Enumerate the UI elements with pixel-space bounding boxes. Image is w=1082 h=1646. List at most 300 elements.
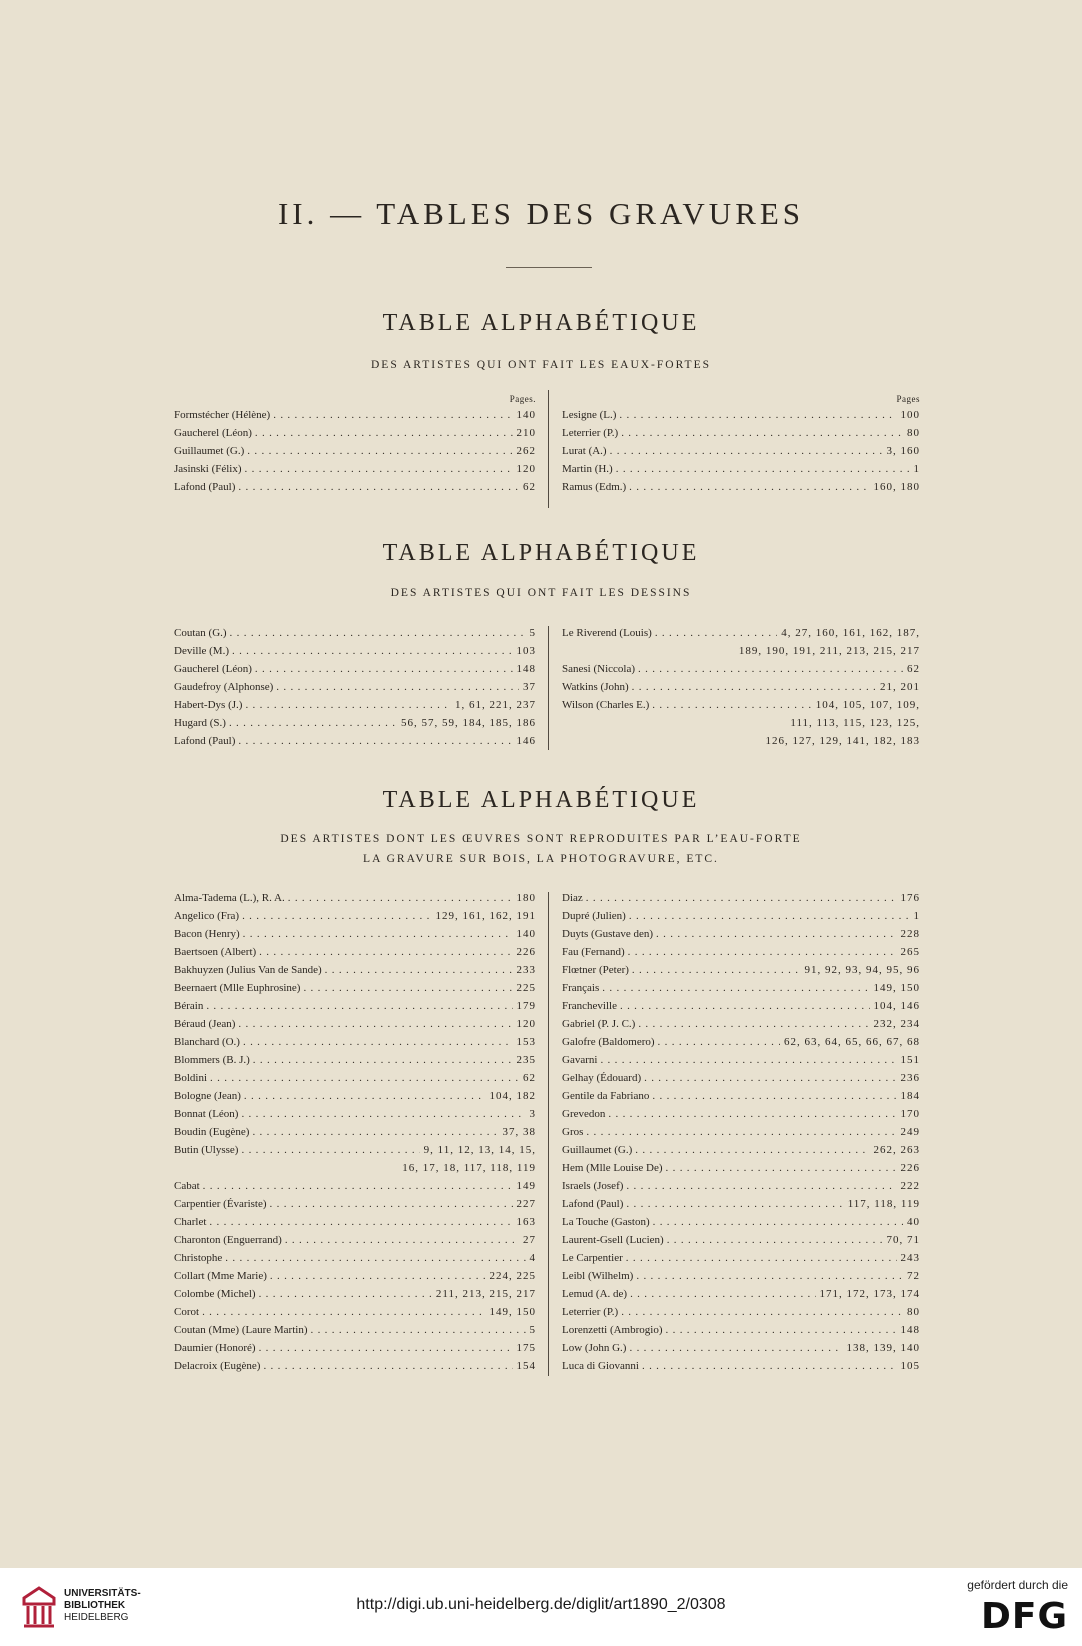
dot-leader: [626, 478, 869, 496]
index-entry: [562, 1213, 920, 1231]
dot-leader: [252, 424, 513, 442]
artist-name: Gaucherel (Léon): [174, 427, 252, 439]
dot-leader: [625, 943, 897, 961]
dfg-logo: DFG: [980, 1596, 1068, 1637]
artist-name: Laurent-Gsell (Lucien): [562, 1234, 664, 1246]
index-entry: [562, 1303, 920, 1321]
artist-name: Formstécher (Hélène): [174, 409, 271, 421]
page-numbers: 249: [900, 1126, 920, 1138]
pages-header: Pages.: [509, 394, 536, 404]
page-numbers: 120: [516, 463, 536, 475]
index-entry: [174, 979, 536, 997]
dot-leader: [663, 1321, 897, 1339]
dot-leader: [200, 1177, 513, 1195]
dot-leader: [252, 660, 513, 678]
artist-name: Watkins (John): [562, 681, 629, 693]
page-numbers: 228: [900, 928, 920, 940]
artist-name: Bologne (Jean): [174, 1090, 241, 1102]
index-entry: [562, 1339, 920, 1357]
library-name-line2: BIBLIOTHEK: [64, 1600, 126, 1611]
page-numbers: 104, 105, 107, 109,: [815, 699, 920, 711]
dot-leader: [199, 1303, 485, 1321]
page-numbers: 62: [523, 481, 536, 493]
page-numbers-continued: 126, 127, 129, 141, 182, 183: [765, 735, 920, 747]
index-entry: [174, 1357, 536, 1375]
artist-name: Gros: [562, 1126, 584, 1138]
artist-name: Blommers (B. J.): [174, 1054, 250, 1066]
page-numbers: 226: [516, 946, 536, 958]
dot-leader: [626, 1339, 842, 1357]
section-1-right-column: [562, 392, 920, 496]
page-numbers: 176: [900, 892, 920, 904]
index-entry: [174, 1285, 536, 1303]
section-3-title: TABLE ALPHABÉTIQUE: [382, 787, 700, 813]
index-entry: [174, 406, 536, 424]
artist-name: Ramus (Edm.): [562, 481, 627, 493]
index-entry: [562, 925, 920, 943]
dot-leader: [583, 889, 897, 907]
dot-leader: [664, 1231, 883, 1249]
artist-name: Leterrier (P.): [562, 1306, 619, 1318]
artist-name: Duyts (Gustave den): [562, 928, 654, 940]
dot-leader: [273, 678, 519, 696]
index-entry: [562, 1231, 920, 1249]
page-numbers: 5: [529, 1324, 536, 1336]
page-numbers: 27: [523, 1234, 536, 1246]
dot-leader: [618, 424, 903, 442]
section-2-right-column: [562, 624, 920, 750]
page-numbers: 21, 201: [880, 681, 920, 693]
dot-leader: [641, 1069, 896, 1087]
index-entry: [174, 907, 536, 925]
page-numbers-continued: 16, 17, 18, 117, 118, 119: [402, 1162, 536, 1174]
index-entry: [562, 1195, 920, 1213]
dot-leader: [650, 1213, 903, 1231]
artist-name: Habert-Dys (J.): [174, 699, 243, 711]
index-entry: [174, 1141, 536, 1159]
artist-name: Dupré (Julien): [562, 910, 626, 922]
dot-leader: [242, 696, 451, 714]
artist-name: Bérain: [174, 1000, 204, 1012]
dot-leader: [627, 1285, 815, 1303]
artist-name: Galofre (Baldomero): [562, 1036, 655, 1048]
dot-leader: [655, 1033, 780, 1051]
index-entry: [174, 1159, 536, 1177]
artist-name: Charonton (Enguerrand): [174, 1234, 282, 1246]
page-numbers: 140: [516, 928, 536, 940]
page-numbers: 70, 71: [886, 1234, 920, 1246]
index-entry: [174, 1339, 536, 1357]
index-entry: [562, 1159, 920, 1177]
artist-name: Lafond (Paul): [174, 481, 236, 493]
column-divider: [548, 892, 549, 1376]
artist-name: Leterrier (P.): [562, 427, 619, 439]
dot-leader: [242, 460, 513, 478]
page-numbers: 222: [900, 1180, 920, 1192]
dot-leader: [285, 889, 513, 907]
index-entry: [562, 478, 920, 496]
dot-leader: [241, 1087, 486, 1105]
dot-leader: [322, 961, 513, 979]
page-numbers: 148: [516, 663, 536, 675]
page-numbers: 236: [900, 1072, 920, 1084]
page-numbers: 100: [900, 409, 920, 421]
index-entry: [174, 424, 536, 442]
page-numbers: 184: [900, 1090, 920, 1102]
title-rule: [506, 267, 592, 268]
artist-name: Gaudefroy (Alphonse): [174, 681, 274, 693]
page-numbers: 129, 161, 162, 191: [435, 910, 536, 922]
dot-leader: [617, 997, 870, 1015]
artist-name: Blanchard (O.): [174, 1036, 240, 1048]
dot-leader: [623, 1249, 897, 1267]
pages-header: Pages: [896, 394, 920, 404]
page-numbers: 37: [523, 681, 536, 693]
index-entry: [562, 1087, 920, 1105]
artist-name: Leibl (Wilhelm): [562, 1270, 634, 1282]
dot-leader: [222, 1249, 525, 1267]
dot-leader: [607, 442, 883, 460]
index-entry: [174, 1051, 536, 1069]
page-numbers-continued: 189, 190, 191, 211, 213, 215, 217: [738, 645, 920, 657]
index-entry: [174, 714, 536, 732]
artist-name: Beernaert (Mlle Euphrosine): [174, 982, 301, 994]
artist-name: Boudin (Eugène): [174, 1126, 250, 1138]
page-numbers: 103: [516, 645, 536, 657]
dot-leader: [260, 1357, 512, 1375]
index-entry: [174, 696, 536, 714]
index-entry: [562, 406, 920, 424]
dot-leader: [635, 660, 903, 678]
page-numbers: 138, 139, 140: [846, 1342, 920, 1354]
artist-name: Fau (Fernand): [562, 946, 625, 958]
index-entry: [562, 1051, 920, 1069]
index-entry: [174, 1267, 536, 1285]
index-entry: [174, 1015, 536, 1033]
dot-leader: [623, 1195, 843, 1213]
page-numbers: 160, 180: [873, 481, 920, 493]
page-numbers: 179: [516, 1000, 536, 1012]
index-entry: [174, 961, 536, 979]
library-name-line3: HEIDELBERG: [64, 1612, 129, 1623]
page-numbers: 149: [516, 1180, 536, 1192]
page-numbers: 171, 172, 173, 174: [819, 1288, 920, 1300]
page-numbers: 149, 150: [873, 982, 920, 994]
dot-leader: [239, 907, 431, 925]
artist-name: Wilson (Charles E.): [562, 699, 650, 711]
index-entry: [174, 1195, 536, 1213]
page-numbers: 232, 234: [873, 1018, 920, 1030]
artist-name: Lesigne (L.): [562, 409, 617, 421]
page-numbers: 140: [516, 409, 536, 421]
page-numbers: 72: [907, 1270, 920, 1282]
index-entry: [174, 1033, 536, 1051]
index-entry: [562, 1177, 920, 1195]
dot-leader: [203, 997, 512, 1015]
index-entry: [562, 961, 920, 979]
index-entry: [562, 714, 920, 732]
page-numbers-continued: 111, 113, 115, 123, 125,: [790, 717, 920, 729]
dot-leader: [240, 1033, 513, 1051]
dot-leader: [649, 696, 812, 714]
artist-name: Le Carpentier: [562, 1252, 623, 1264]
dot-leader: [227, 624, 526, 642]
index-entry: [562, 1069, 920, 1087]
dot-leader: [613, 460, 910, 478]
index-entry: [174, 1303, 536, 1321]
artist-name: Deville (M.): [174, 645, 229, 657]
page-numbers: 233: [516, 964, 536, 976]
page-numbers: 104, 182: [489, 1090, 536, 1102]
dot-leader: [599, 979, 869, 997]
index-entry: [562, 660, 920, 678]
page-numbers: 9, 11, 12, 13, 14, 15,: [423, 1144, 536, 1156]
index-entry: [562, 642, 920, 660]
page-numbers: 170: [900, 1108, 920, 1120]
index-entry: [562, 696, 920, 714]
dot-leader: [256, 1285, 432, 1303]
artist-name: Lafond (Paul): [562, 1198, 624, 1210]
section-1-left-column: [174, 392, 536, 496]
index-entry: [174, 732, 536, 750]
artist-name: Lemud (A. de): [562, 1288, 628, 1300]
artist-name: Carpentier (Évariste): [174, 1198, 267, 1210]
page-numbers: 148: [900, 1324, 920, 1336]
index-entry: [562, 1105, 920, 1123]
index-entry: [562, 442, 920, 460]
dot-leader: [282, 1231, 519, 1249]
artist-name: Corot: [174, 1306, 200, 1318]
artist-name: Christophe: [174, 1252, 223, 1264]
page-numbers: 225: [516, 982, 536, 994]
page-numbers: 1: [913, 910, 920, 922]
index-entry: [174, 678, 536, 696]
dot-leader: [267, 1267, 486, 1285]
artist-name: Charlet: [174, 1216, 207, 1228]
index-entry: [174, 1177, 536, 1195]
index-entry: [174, 624, 536, 642]
artist-name: Gentile da Fabriano: [562, 1090, 650, 1102]
page-numbers: 153: [516, 1036, 536, 1048]
dot-leader: [256, 1339, 513, 1357]
section-2-subtitle: DES ARTISTES QUI ONT FAIT LES DESSINS: [390, 587, 692, 599]
dot-leader: [652, 624, 777, 642]
dot-leader: [256, 943, 512, 961]
index-entry: [174, 642, 536, 660]
page-numbers: 149, 150: [489, 1306, 536, 1318]
index-entry: [562, 1267, 920, 1285]
index-entry: [174, 925, 536, 943]
dot-leader: [235, 732, 512, 750]
index-entry: [174, 1123, 536, 1141]
page-numbers: 224, 225: [489, 1270, 536, 1282]
artist-name: Alma-Tadema (L.), R. A.: [174, 892, 285, 904]
page-numbers: 1, 61, 221, 237: [455, 699, 536, 711]
index-entry: [174, 660, 536, 678]
artist-name: Boldini: [174, 1072, 208, 1084]
dot-leader: [583, 1123, 896, 1141]
artist-name: Low (John G.): [562, 1342, 627, 1354]
artist-name: Sanesi (Niccola): [562, 663, 635, 675]
index-entry: [174, 889, 536, 907]
page-numbers: 120: [516, 1018, 536, 1030]
page-numbers: 226: [900, 1162, 920, 1174]
dot-leader: [238, 1105, 525, 1123]
section-3-left-column: [174, 889, 536, 1375]
page-numbers: 40: [907, 1216, 920, 1228]
dot-leader: [653, 925, 896, 943]
section-2-title: TABLE ALPHABÉTIQUE: [382, 540, 700, 566]
column-divider: [548, 626, 549, 750]
index-entry: [562, 907, 920, 925]
index-entry: [174, 943, 536, 961]
artist-name: Diaz: [562, 892, 583, 904]
page-numbers: 211, 213, 215, 217: [435, 1288, 536, 1300]
page-numbers: 62: [523, 1072, 536, 1084]
page-numbers: 151: [900, 1054, 920, 1066]
dot-leader: [616, 406, 896, 424]
funding-label: gefördert durch die: [967, 1578, 1068, 1592]
page-numbers: 3: [529, 1108, 536, 1120]
page-numbers: 210: [516, 427, 536, 439]
index-entry: [174, 1231, 536, 1249]
library-name-line1: UNIVERSITÄTS-: [64, 1588, 141, 1599]
page-numbers: 104, 146: [873, 1000, 920, 1012]
dot-leader: [307, 1321, 525, 1339]
index-entry: [174, 1213, 536, 1231]
section-1-title: TABLE ALPHABÉTIQUE: [382, 310, 700, 336]
artist-name: Coutan (G.): [174, 627, 227, 639]
dot-leader: [244, 442, 512, 460]
index-entry: [174, 1105, 536, 1123]
page-numbers: 56, 57, 59, 184, 185, 186: [401, 717, 536, 729]
index-entry: [174, 460, 536, 478]
artist-name: Flœtner (Peter): [562, 964, 629, 976]
section-3-subtitle-line1: DES ARTISTES DONT LES ŒUVRES SONT REPRODUITES PAR L’EAU-FORTE: [280, 833, 802, 845]
dot-leader: [300, 979, 512, 997]
index-entry: [562, 1033, 920, 1051]
page-numbers: 180: [516, 892, 536, 904]
artist-name: Guillaumet (G.): [174, 445, 245, 457]
dot-leader: [240, 925, 513, 943]
page-numbers: 80: [907, 427, 920, 439]
artist-name: Lurat (A.): [562, 445, 607, 457]
index-entry: [174, 478, 536, 496]
artist-name: Bakhuyzen (Julius Van de Sande): [174, 964, 322, 976]
page-numbers: 146: [516, 735, 536, 747]
dot-leader: [623, 1177, 896, 1195]
dot-leader: [267, 1195, 513, 1213]
artist-name: Cabat: [174, 1180, 200, 1192]
source-url[interactable]: http://digi.ub.uni-heidelberg.de/diglit/art1890_2/0308: [356, 1596, 726, 1613]
artist-name: Jasinski (Félix): [174, 463, 242, 475]
artist-name: Gaucherel (Léon): [174, 663, 252, 675]
index-entry: [562, 1285, 920, 1303]
page-numbers: 262, 263: [873, 1144, 920, 1156]
index-entry: [174, 442, 536, 460]
page-numbers: 262: [516, 445, 536, 457]
artist-name: Guillaumet (G.): [562, 1144, 633, 1156]
dot-leader: [629, 678, 876, 696]
artist-name: Baertsoen (Albert): [174, 946, 257, 958]
footer-bar: [0, 1568, 1082, 1646]
index-entry: [562, 678, 920, 696]
dot-leader: [633, 1267, 903, 1285]
dot-leader: [597, 1051, 896, 1069]
dot-leader: [632, 1141, 869, 1159]
page-numbers: 3, 160: [886, 445, 920, 457]
page-numbers: 175: [516, 1342, 536, 1354]
artist-name: Grevedon: [562, 1108, 606, 1120]
dot-leader: [249, 1123, 498, 1141]
artist-name: Gavarni: [562, 1054, 598, 1066]
dot-leader: [649, 1087, 896, 1105]
index-entry: [174, 1249, 536, 1267]
index-entry: [562, 732, 920, 750]
artist-name: Français: [562, 982, 600, 994]
index-entry: [174, 1321, 536, 1339]
index-entry: [562, 1015, 920, 1033]
index-entry: [562, 1321, 920, 1339]
index-entry: [562, 1123, 920, 1141]
dot-leader: [270, 406, 512, 424]
index-entry: [562, 1141, 920, 1159]
index-entry: [562, 460, 920, 478]
artist-name: Coutan (Mme) (Laure Martin): [174, 1324, 308, 1336]
page-numbers: 265: [900, 946, 920, 958]
index-entry: [562, 997, 920, 1015]
artist-name: Bacon (Henry): [174, 928, 240, 940]
dot-leader: [226, 714, 397, 732]
artist-name: Martin (H.): [562, 463, 613, 475]
dot-leader: [629, 961, 801, 979]
artist-name: Gelhay (Édouard): [562, 1072, 642, 1084]
dot-leader: [250, 1051, 513, 1069]
artist-name: Butin (Ulysse): [174, 1144, 239, 1156]
artist-name: Collart (Mme Marie): [174, 1270, 267, 1282]
index-entry: [562, 979, 920, 997]
index-entry: [562, 424, 920, 442]
page-numbers: 80: [907, 1306, 920, 1318]
artist-name: Lorenzetti (Ambrogio): [562, 1324, 663, 1336]
index-entry: [562, 1357, 920, 1375]
page-numbers: 163: [516, 1216, 536, 1228]
column-divider: [548, 390, 549, 508]
page-numbers: 1: [913, 463, 920, 475]
artist-name: Hugard (S.): [174, 717, 226, 729]
index-entry: [174, 1087, 536, 1105]
artist-name: Delacroix (Eugène): [174, 1360, 261, 1372]
page-numbers: 62: [907, 663, 920, 675]
index-entry: [562, 943, 920, 961]
artist-name: Luca di Giovanni: [562, 1360, 639, 1372]
section-1-subtitle: DES ARTISTES QUI ONT FAIT LES EAUX-FORTES: [370, 359, 712, 371]
main-title: II. — TABLES DES GRAVURES: [277, 196, 805, 231]
dot-leader: [235, 478, 519, 496]
artist-name: Lafond (Paul): [174, 735, 236, 747]
page-numbers: 37, 38: [502, 1126, 536, 1138]
dot-leader: [206, 1213, 512, 1231]
artist-name: Bonnat (Léon): [174, 1108, 239, 1120]
artist-name: La Touche (Gaston): [562, 1216, 650, 1228]
page-numbers: 91, 92, 93, 94, 95, 96: [804, 964, 920, 976]
artist-name: Hem (Mlle Louise De): [562, 1162, 663, 1174]
dot-leader: [635, 1015, 869, 1033]
dot-leader: [663, 1159, 897, 1177]
artist-name: Israels (Josef): [562, 1180, 624, 1192]
artist-name: Daumier (Honoré): [174, 1342, 256, 1354]
page-numbers: 4: [529, 1252, 536, 1264]
